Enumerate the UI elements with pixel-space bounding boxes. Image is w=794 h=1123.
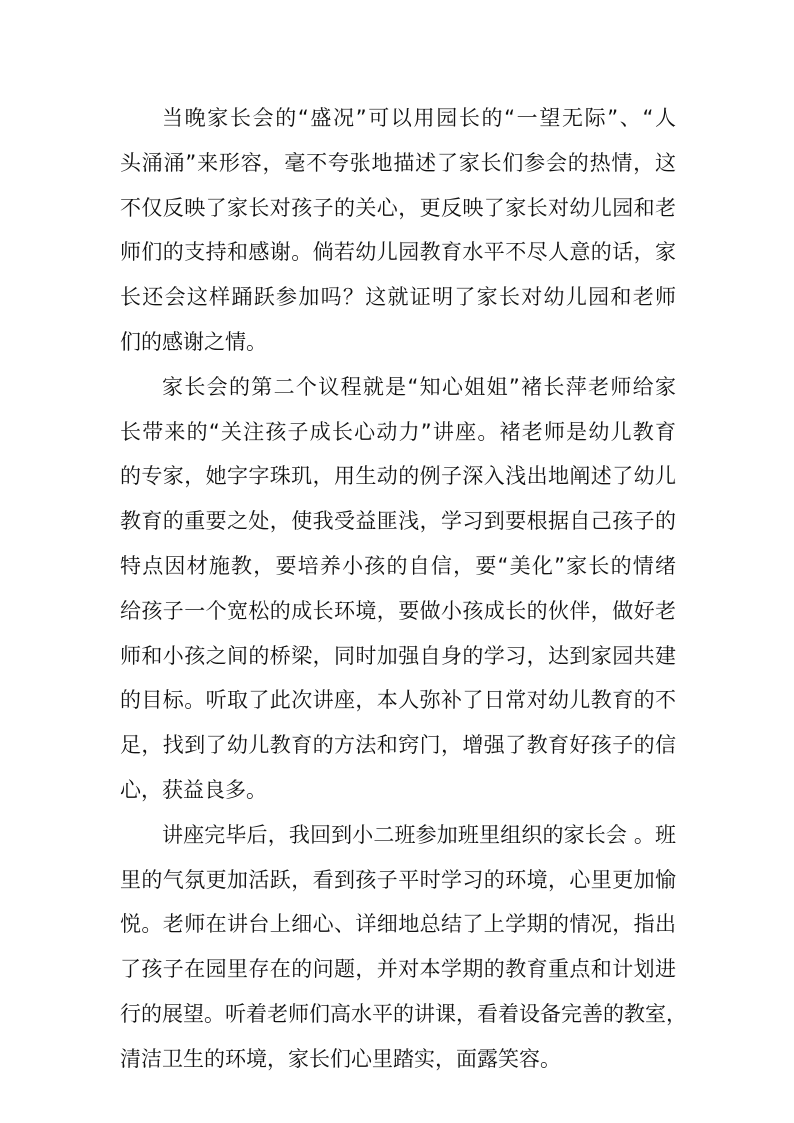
text-line: 特点因材施教，要培养小孩的自信，要“美化”家长的情绪 bbox=[120, 553, 676, 578]
paragraph-2 bbox=[120, 365, 676, 813]
text-line: 当晚家长会的“盛况”可以用园长的“一望无际”、“人 bbox=[162, 106, 676, 130]
document-body bbox=[120, 96, 687, 1082]
text-line: 们的感谢之情。 bbox=[120, 329, 267, 354]
text-line: 给孩子一个宽松的成长环境，要做小孩成长的伙伴，做好老 bbox=[120, 598, 676, 623]
text-line: 家长会的第二个议程就是“知心姐姐”褚长萍老师给家 bbox=[162, 374, 676, 399]
text-line: 头涌涌”来形容，毫不夸张地描述了家长们参会的热情，这 bbox=[120, 150, 676, 175]
text-line: 长带来的“关注孩子成长心动力”讲座。褚老师是幼儿教育 bbox=[120, 419, 676, 444]
text-line: 行的展望。听着老师们高水平的讲课，看着设备完善的教室， bbox=[120, 1001, 687, 1026]
text-line: 里的气氛更加活跃，看到孩子平时学习的环境，心里更加愉 bbox=[120, 867, 676, 892]
text-line: 师和小孩之间的桥梁，同时加强自身的学习，达到家园共建 bbox=[120, 643, 676, 668]
paragraph-3 bbox=[120, 813, 687, 1082]
paragraph-1 bbox=[120, 96, 676, 365]
text-line: 足，找到了幼儿教育的方法和窍门，增强了教育好孩子的信 bbox=[120, 733, 676, 758]
text-line: 师们的支持和感谢。倘若幼儿园教育水平不尽人意的话，家 bbox=[120, 240, 676, 265]
text-line: 不仅反映了家长对孩子的关心，更反映了家长对幼儿园和老 bbox=[120, 195, 676, 220]
text-line: 了孩子在园里存在的问题，并对本学期的教育重点和计划进 bbox=[120, 957, 676, 982]
text-line: 教育的重要之处，使我受益匪浅，学习到要根据自己孩子的 bbox=[120, 509, 676, 534]
text-line: 长还会这样踊跃参加吗？这就证明了家长对幼儿园和老师 bbox=[120, 285, 676, 310]
text-line: 清洁卫生的环境，家长们心里踏实，面露笑容。 bbox=[120, 1046, 561, 1071]
text-line: 心，获益良多。 bbox=[120, 777, 267, 802]
text-line: 的目标。听取了此次讲座，本人弥补了日常对幼儿教育的不 bbox=[120, 688, 676, 713]
text-line: 悦。老师在讲台上细心、详细地总结了上学期的情况，指出 bbox=[120, 912, 676, 937]
text-line: 的专家，她字字珠玑，用生动的例子深入浅出地阐述了幼儿 bbox=[120, 464, 676, 489]
text-line: 讲座完毕后，我回到小二班参加班里组织的家长会 。班 bbox=[162, 822, 676, 847]
